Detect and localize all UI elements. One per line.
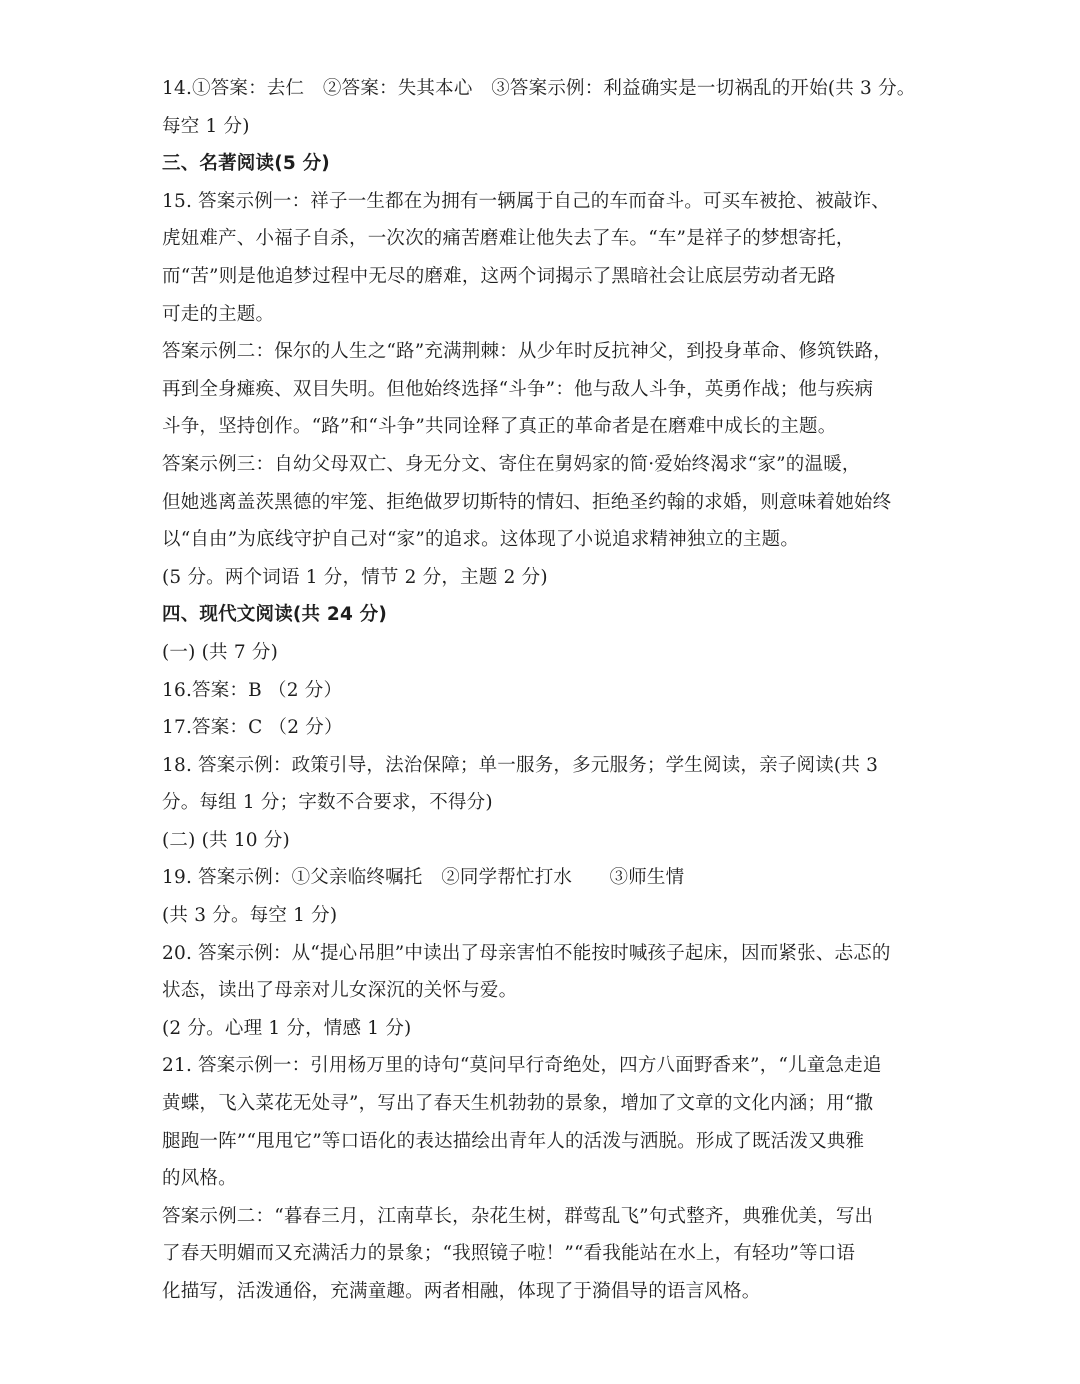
q15-example1-line-2: 虎妞难产、小福子自杀，一次次的痛苦磨难让他失去了车。“车”是祥子的梦想寄托， [162, 228, 855, 250]
q15-example1-line-4: 可走的主题。 [162, 303, 275, 325]
q20-line-2: 状态，读出了母亲对儿女深沉的关怀与爱。 [162, 980, 518, 1002]
q21-example1-line-1: 21. 答案示例一：引用杨万里的诗句“莫问早行奇绝处，四方八面野香来”，“儿童急走追 [162, 1055, 882, 1077]
section-4-heading: 四、现代文阅读(共 24 分) [162, 604, 388, 626]
q15-example3-line-1: 答案示例三：自幼父母双亡、身无分文、寄住在舅妈家的简·爱始终渴求“家”的温暖， [162, 453, 861, 475]
q16-answer: 16.答案：B （2 分） [162, 679, 343, 701]
q19-line-2: (共 3 分。每空 1 分) [162, 905, 338, 927]
q21-example1-line-2: 黄蝶，飞入菜花无处寻”，写出了春天生机勃勃的景象，增加了文章的文化内涵；用“撒 [162, 1093, 874, 1115]
q17-answer: 17.答案：C （2 分） [162, 717, 343, 739]
q15-example1-line-1: 15. 答案示例一：祥子一生都在为拥有一辆属于自己的车而奋斗。可买车被抢、被敲诈、 [162, 190, 891, 212]
q21-example2-line-1: 答案示例二：“暮春三月，江南草长，杂花生树，群莺乱飞”句式整齐，典雅优美，写出 [162, 1205, 874, 1227]
part-1-heading: (一) (共 7 分) [162, 641, 278, 663]
q15-example3-line-3: 以“自由”为底线守护自己对“家”的追求。这体现了小说追求精神独立的主题。 [162, 529, 800, 551]
q15-example2-line-1: 答案示例二：保尔的人生之“路”充满荆棘：从少年时反抗神父，到投身革命、修筑铁路， [162, 341, 892, 363]
q15-scoring: (5 分。两个词语 1 分，情节 2 分，主题 2 分) [162, 566, 548, 588]
q20-line-1: 20. 答案示例：从“提心吊胆”中读出了母亲害怕不能按时喊孩子起床，因而紧张、忐忑的 [162, 942, 891, 964]
q21-example2-line-3: 化描写，活泼通俗，充满童趣。两者相融，体现了于漪倡导的语言风格。 [162, 1281, 761, 1302]
q21-example1-line-3: 腿跑一阵”“甩甩它”等口语化的表达描绘出青年人的活泼与洒脱。形成了既活泼又典雅 [162, 1130, 865, 1152]
q14-line-2: 每空 1 分) [162, 115, 250, 137]
q15-example3-line-2: 但她逃离盖茨黑德的牢笼、拒绝做罗切斯特的情妇、拒绝圣约翰的求婚，则意味着她始终 [162, 491, 892, 513]
q21-example2-line-2: 了春天明媚而又充满活力的景象；“我照镜子啦！”“看我能站在水上，有轻功”等口语 [162, 1243, 856, 1265]
q15-example1-line-3: 而“苦”则是他追梦过程中无尽的磨难，这两个词揭示了黑暗社会让底层劳动者无路 [162, 265, 836, 287]
section-3-heading: 三、名著阅读(5 分) [162, 153, 330, 175]
q19-line-1: 19. 答案示例：①父亲临终嘱托 ②同学帮忙打水 ③师生情 [162, 867, 685, 889]
q18-line-1: 18. 答案示例：政策引导，法治保障；单一服务，多元服务；学生阅读，亲子阅读(共 3 [162, 754, 879, 776]
q18-line-2: 分。每组 1 分；字数不合要求，不得分) [162, 792, 493, 814]
part-2-heading: (二) (共 10 分) [162, 829, 290, 851]
q20-scoring: (2 分。心理 1 分，情感 1 分) [162, 1017, 412, 1039]
answer-key-page [162, 70, 930, 1311]
q15-example2-line-3: 斗争，坚持创作。“路”和“斗争”共同诠释了真正的革命者是在磨难中成长的主题。 [162, 416, 837, 438]
q14-line-1: 14.①答案：去仁 ②答案：失其本心 ③答案示例：利益确实是一切祸乱的开始(共 3 分。 [162, 78, 916, 99]
q15-example2-line-2: 再到全身瘫痪、双目失明。但他始终选择“斗争”：他与敌人斗争，英勇作战；他与疾病 [162, 378, 874, 400]
q21-example1-line-4: 的风格。 [162, 1168, 237, 1190]
